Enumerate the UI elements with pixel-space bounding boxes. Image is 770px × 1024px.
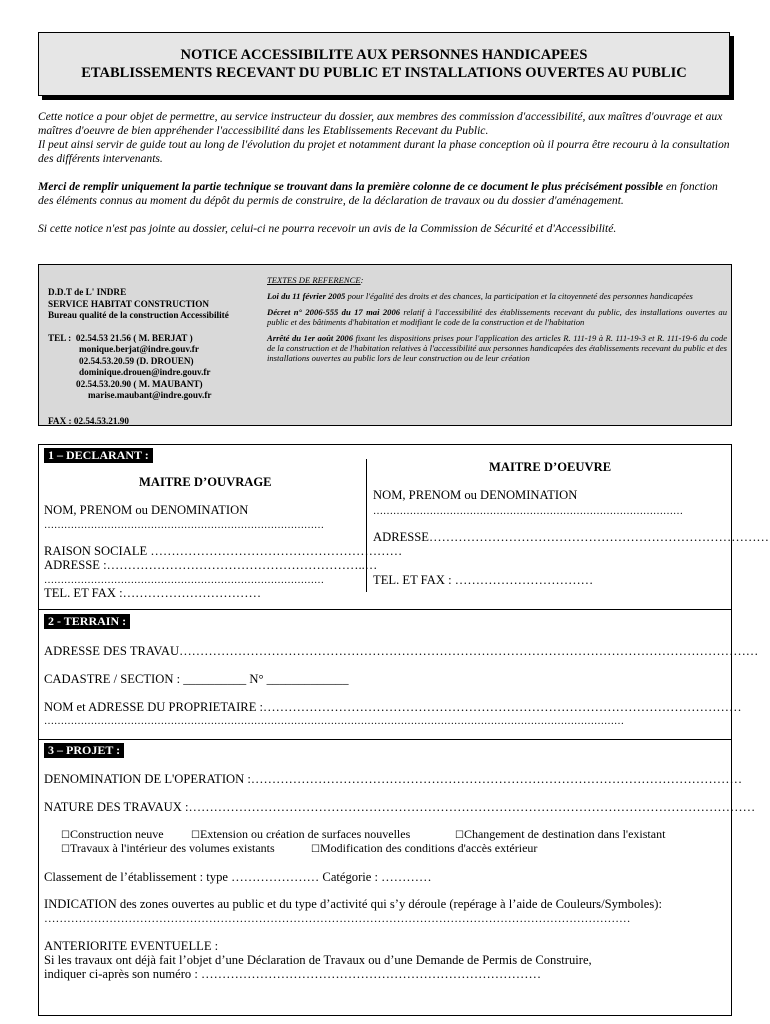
mo-adresse-dots[interactable]: ………………………………………………………………………… <box>44 575 324 586</box>
title-line-2: ETABLISSEMENTS RECEVANT DU PUBLIC ET INSTALLATIONS OUVERTES AU PUBLIC <box>81 65 687 81</box>
option-changement-destination[interactable]: ☐Changement de destination dans l'existant <box>455 827 666 841</box>
contact-org-2: SERVICE HABITAT CONSTRUCTION <box>48 298 210 309</box>
reference-decree-2006: Décret n° 2006-555 du 17 mai 2006 relatif à l'accessibilité des établissements recevant du public, des installations ouvertes au public et des bâtiments d'habitation et modifiant le code de la construction et de l'habitation <box>267 306 728 328</box>
notice-title-box <box>38 32 730 96</box>
mo-nom-dots[interactable]: ………………………………………………………………………… <box>44 520 324 531</box>
contact-org-1: D.D.T de L' INDRE <box>48 287 127 297</box>
fax: FAX : 02.54.53.21.90 <box>48 415 129 426</box>
section-divider-2 <box>39 739 731 740</box>
denomination-operation-field[interactable]: DENOMINATION DE L'OPERATION :……………………………………………………………………………………………………… <box>44 772 743 786</box>
intro-paragraph-1b: Il peut ainsi servir de guide tout au long de l'évolution du projet et notamment durant la phase conception où il pourra être recouru à la consultation des différents intervenants. <box>38 138 730 165</box>
reference-texts <box>267 275 727 369</box>
email-1[interactable]: monique.berjat@indre.gouv.fr <box>79 344 199 354</box>
section-2-label: 2 - TERRAIN : <box>44 614 130 629</box>
option-construction-neuve[interactable]: ☐Construction neuve <box>61 827 164 841</box>
title-line-1: NOTICE ACCESSIBILITE AUX PERSONNES HANDICAPEES <box>180 47 588 63</box>
option-travaux-interieur[interactable]: ☐Travaux à l'intérieur des volumes existants <box>61 841 275 855</box>
moe-tel-fax-field[interactable]: TEL. ET FAX : …………………………… <box>373 573 594 587</box>
checkbox-icon[interactable]: ☐ <box>455 830 464 841</box>
contact-block <box>48 287 266 427</box>
declarant-divider <box>366 459 367 592</box>
proprietaire-dots[interactable]: ………………………………………………………………………………………………………………………………………………………… <box>44 716 624 727</box>
tel-2: 02.54.53.20.59 (D. DROUEN) <box>79 355 194 366</box>
contact-org-3: Bureau qualité de la construction Accessibilité <box>48 310 229 320</box>
intro-paragraph-2 <box>38 180 732 208</box>
classement-field[interactable]: Classement de l’établissement : type ………………… Catégorie : ………… <box>44 870 432 884</box>
email-3[interactable]: marise.maubant@indre.gouv.fr <box>88 390 212 400</box>
option-extension[interactable]: ☐Extension ou création de surfaces nouvelles <box>191 827 411 841</box>
intro-paragraph-1a: Cette notice a pour objet de permettre, au service instructeur du dossier, aux membres des commission d'accessibilité, aux maîtres d'ouvrage et aux maîtres d'oeuvre de bien appréhender l'accessibilité dans les Etablissements Recevant du Public. <box>38 110 723 137</box>
mo-tel-fax-field[interactable]: TEL. ET FAX :…………………………… <box>44 586 262 600</box>
checkbox-icon[interactable]: ☐ <box>191 830 200 841</box>
anteriorite-line-1: Si les travaux ont déjà fait l’objet d’une Déclaration de Travaux ou d’une Demande de Permis de Construire, <box>44 953 592 967</box>
tel-label: TEL : <box>48 332 72 343</box>
proprietaire-field[interactable]: NOM et ADRESSE DU PROPRIETAIRE :…………………………………………………………………………………………………… <box>44 700 742 714</box>
mo-nom-field[interactable]: NOM, PRENOM ou DENOMINATION <box>44 503 249 517</box>
cadastre-field[interactable]: CADASTRE / SECTION : __________ N° _____________ <box>44 672 349 686</box>
intro-text <box>38 110 732 236</box>
declaration-form <box>38 444 770 1016</box>
section-3-label: 3 – PROJET : <box>44 743 124 758</box>
reference-law-2005: Loi du 11 février 2005 pour l'égalité des droits et des chances, la participation et la citoyenneté des personnes handicapées <box>267 291 693 302</box>
checkbox-icon[interactable]: ☐ <box>61 844 70 855</box>
reference-box <box>38 264 732 426</box>
checkbox-icon[interactable]: ☐ <box>311 844 320 855</box>
moe-adresse-field[interactable]: ADRESSE……………………………………………………………………… <box>373 530 770 544</box>
contact-tel-row <box>48 333 266 345</box>
reference-arrete-2006: Arrêté du 1er août 2006 fixant les dispositions prises pour l'application des articles R. 111-19 à R. 111-19-3 et R. 111-19-6 du code de la construction et de l'habitation relatives à l'accessibilité aux personnes handicapées des établissements recevant du public et des installations ouvertes au public lors de leur construction ou de leur création <box>267 332 728 364</box>
email-2[interactable]: dominique.drouen@indre.gouv.fr <box>79 367 211 377</box>
intro-paragraph-3: Si cette notice n'est pas jointe au dossier, celui-ci ne pourra recevoir un avis de la Commission de Sécurité et d'Accessibilité. <box>38 222 617 235</box>
tel-3: 02.54.53.20.90 ( M. MAUBANT) <box>76 378 203 389</box>
section-divider-1 <box>39 609 731 610</box>
mo-raison-sociale-field[interactable]: RAISON SOCIALE …………………………………………………… <box>44 544 403 558</box>
anteriorite-numero-field[interactable]: indiquer ci-après son numéro : ……………………………………………………………………… <box>44 967 542 981</box>
maitre-ouvrage-title: MAITRE D’OUVRAGE <box>139 475 272 489</box>
reference-heading: TEXTES DE REFERENCE: <box>267 275 364 285</box>
intro-instruction-rest: en fonction des éléments connus au moment du dépôt du permis de construire, de la déclaration de travaux ou du dossier d'aménagement. <box>38 180 718 207</box>
anteriorite-title: ANTERIORITE EVENTUELLE : <box>44 939 219 953</box>
mo-adresse-field[interactable]: ADRESSE :……………………………………………………..… <box>44 558 378 572</box>
nature-travaux-field[interactable]: NATURE DES TRAVAUX :……………………………………………………………………………………………………………………… <box>44 800 756 814</box>
intro-bold-instruction: Merci de remplir uniquement la partie technique se trouvant dans la première colonne de ce document le plus précisément possible <box>38 180 664 193</box>
tel-1: 02.54.53 21.56 ( M. BERJAT ) <box>75 332 193 343</box>
moe-nom-dots[interactable]: ………………………………………………………………………………… <box>373 506 683 517</box>
section-1-label: 1 – DECLARANT : <box>44 448 153 463</box>
adresse-travaux-field[interactable]: ADRESSE DES TRAVAU………………………………………………………………………………………………………………………… <box>44 644 759 658</box>
maitre-oeuvre-title: MAITRE D’OEUVRE <box>489 460 612 474</box>
option-modification-acces[interactable]: ☐Modification des conditions d'accès extérieur <box>311 841 538 855</box>
moe-nom-field[interactable]: NOM, PRENOM ou DENOMINATION <box>373 488 578 502</box>
indication-zones-dots[interactable]: ……………………………………………………………………………………………………………………………………… <box>44 913 631 925</box>
checkbox-icon[interactable]: ☐ <box>61 830 70 841</box>
indication-zones-label: INDICATION des zones ouvertes au public et du type d’activité qui s’y déroule (repérage à l’aide de Couleurs/Symboles): <box>44 897 662 911</box>
